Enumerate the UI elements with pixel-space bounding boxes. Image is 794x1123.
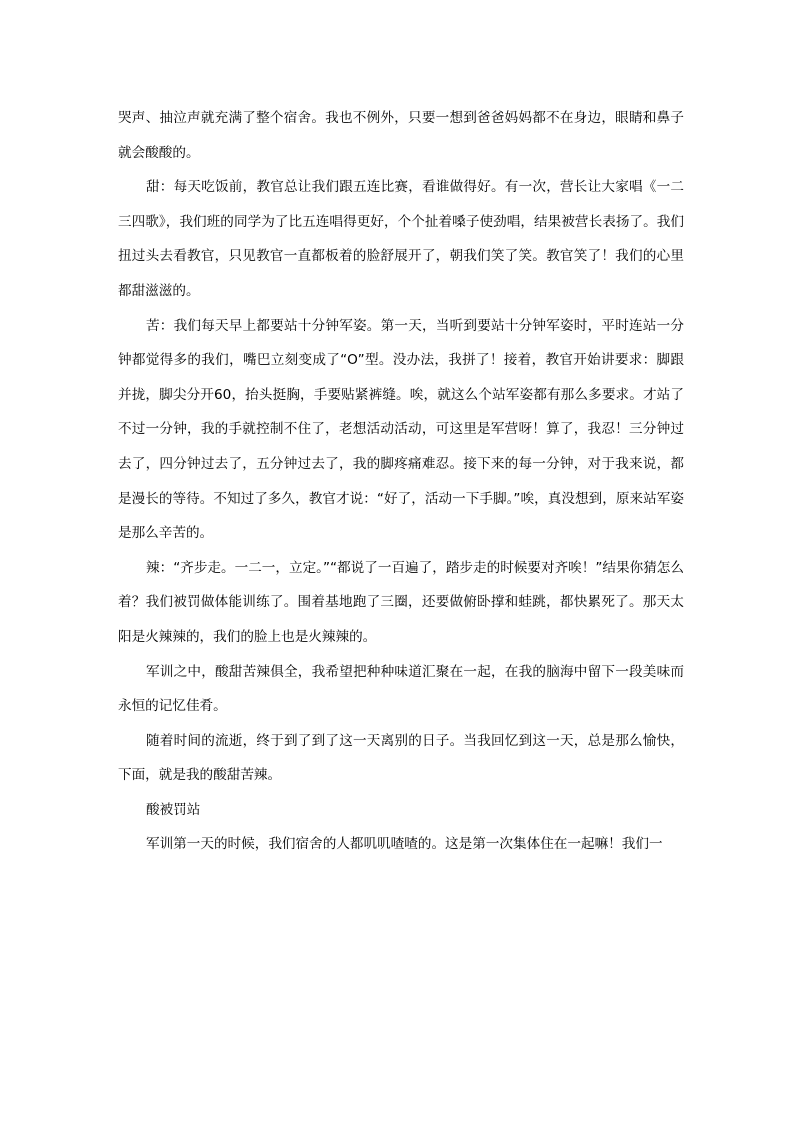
paragraph-summary: 军训之中，酸甜苦辣俱全，我希望把种种味道汇聚在一起，在我的脑海中留下一段美味而永恒的记忆佳肴。 (118, 663, 684, 715)
paragraph-spicy: 辣：“齐步走。一二一，立定。”“都说了一百遍了，踏步走的时候要对齐唉！”结果你猜怎么着？我们被罚做体能训练了。围着基地跑了三圈，还要做俯卧撑和蛙跳，都快累死了。那天太阳是火辣辣的，我们的脸上也是火辣辣的。 (118, 559, 684, 645)
paragraph-sweet: 甜：每天吃饭前，教官总让我们跟五连比赛，看谁做得好。有一次，营长让大家唱《一二三四歌》，我们班的同学为了比五连唱得更好，个个扯着嗓子使劲唱，结果被营长表扬了。我们扭过头去看教官，只见教官一直都板着的脸舒展开了，朝我们笑了笑。教官笑了！我们的心里都甜滋滋的。 (118, 179, 684, 299)
document-body (118, 101, 684, 862)
paragraph-continuation: 哭声、抽泣声就充满了整个宿舍。我也不例外，只要一想到爸爸妈妈都不在身边，眼睛和鼻子就会酸酸的。 (118, 110, 684, 161)
paragraph-bitter: 苦：我们每天早上都要站十分钟军姿。第一天，当听到要站十分钟军姿时，平时连站一分钟都觉得多的我们，嘴巴立刻变成了“O”型。没办法，我拼了！接着，教官开始讲要求：脚跟并拢，脚尖分开60，抬头挺胸，手要贴紧裤缝。唉，就这么个站军姿都有那么多要求。才站了不过一分钟，我的手就控制不住了，老想活动活动，可这里是军营呀！算了，我忍！三分钟过去了，四分钟过去了，五分钟过去了，我的脚疼痛难忍。接下来的每一分钟，对于我来说，都是漫长的等待。不知过了多久，教官才说：“好了，活动一下手脚。”唉，真没想到，原来站军姿是那么辛苦的。 (118, 317, 684, 542)
paragraph-first-day: 军训第一天的时候，我们宿舍的人都叽叽喳喳的。这是第一次集体住在一起嘛！我们一 (146, 836, 663, 853)
section-heading-sour: 酸被罚站 (146, 801, 201, 818)
paragraph-farewell: 随着时间的流逝，终于到了到了这一天离别的日子。当我回忆到这一天，总是那么愉快，下面，就是我的酸甜苦辣。 (118, 732, 684, 784)
